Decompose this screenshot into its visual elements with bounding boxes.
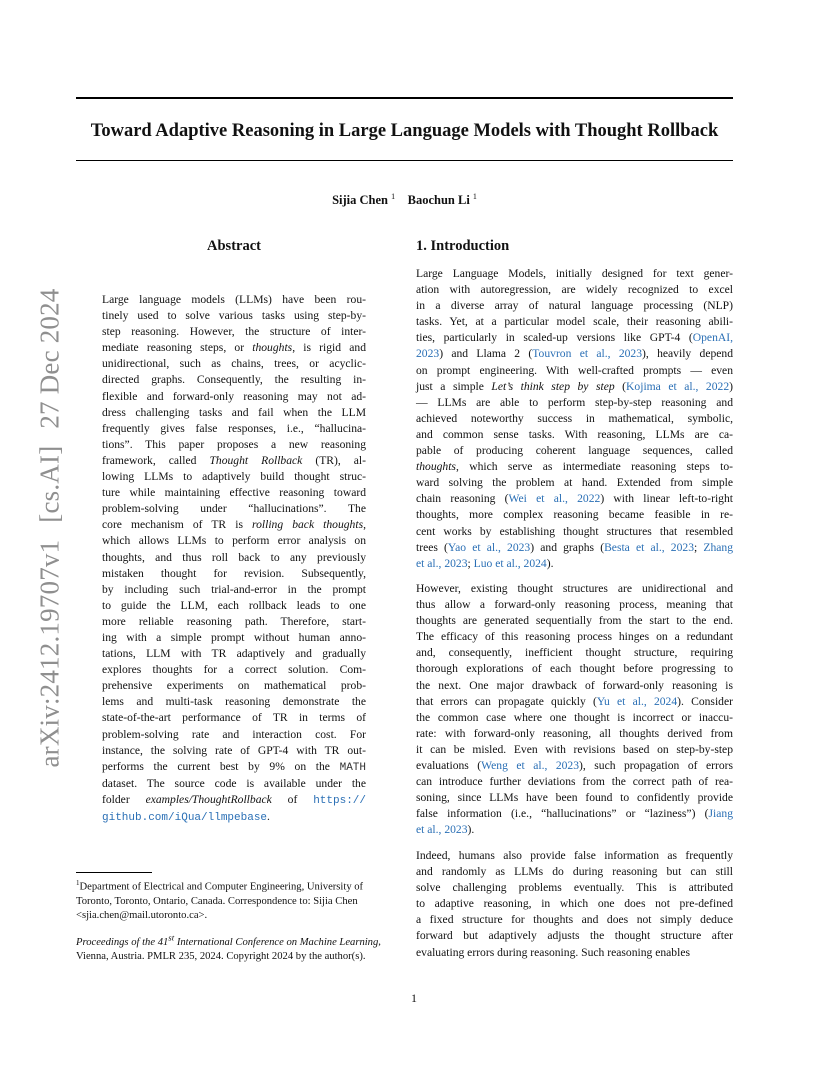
text-line: the next. One major drawback of forward-only reasoning is (416, 678, 733, 692)
affiliation-footnote (76, 876, 392, 923)
text-line: thus allow a forward-only reasoning process, meaning that (416, 598, 733, 612)
text-line: core mechanism of TR is rolling back thoughts, (102, 518, 366, 532)
text-line: folder examples/ThoughtRollback of https:// (102, 792, 366, 807)
text-line: by including such trial-and-error in the prompt (102, 582, 366, 596)
text-line: tasks. Yet, at a particular model scale, their reasoning abili- (416, 315, 733, 329)
text-line: 2023) and Llama 2 (Touvron et al., 2023), heavily depend (416, 347, 734, 361)
text-line: ward solving the problem at hand. Extended from simple (416, 476, 733, 490)
text-line: prehensive experiments on mathematical prob- (102, 679, 366, 693)
text-line: which allows LLMs to perform error analysis on (102, 534, 366, 548)
text-line: to adaptive reasoning, in which one does not pre-defined (416, 897, 733, 911)
text-line: just a simple Let’s think step by step (Kojima et al., 2022) (416, 379, 733, 393)
text-line: framework, called Thought Rollback (TR), al- (102, 453, 367, 467)
proceedings-number: 41 (157, 936, 169, 948)
text-line: explores thoughts for a correct solution. Com- (102, 663, 366, 677)
text-line: directed graphs. Consequently, the resulting in- (102, 373, 366, 387)
text-line: it can be misled. Even with revisions based on step-by-step (416, 742, 733, 756)
text-line: dress challenging tasks and fail when the LLM (102, 405, 366, 419)
text-line: pable of producing coherent language sequences, called (416, 444, 733, 458)
footnote-rule (76, 872, 152, 873)
text-line: dataset. The source code is available under the (102, 776, 366, 790)
text-line: ation with autoregression, are widely recognized to excel (416, 283, 733, 297)
text-line: et al., 2023; Luo et al., 2024). (416, 556, 554, 570)
text-line: evaluations (Weng et al., 2023), such propagation of errors (416, 759, 733, 773)
proceedings-note (76, 930, 392, 964)
text-line: thoughts, and thus roll back to any previously (102, 550, 366, 564)
text-line: state-of-the-art performance of TR in terms of (102, 711, 366, 725)
proceedings-prefix: Proceedings of the (76, 936, 158, 948)
text-line: The efficacy of this reasoning process hinges on a redundant (416, 630, 733, 644)
text-line: achieved noteworthy success in mathematical, symbolic, (416, 411, 733, 425)
abstract-heading: Abstract (207, 238, 261, 254)
text-line: that errors can propagate quickly (Yu et al., 2024). Consider (416, 694, 733, 708)
text-line: tations, LLM with TR adaptively and gradually (102, 647, 366, 661)
paper-title: Toward Adaptive Reasoning in Large Language Models with Thought Rollback (90, 121, 719, 141)
text-line: frequently gives false responses, i.e., “hallucina- (102, 421, 366, 435)
text-line: lems and multi-task reasoning demonstrate the (102, 695, 366, 709)
text-line: a fixed structure for thoughts and does not simply deduce (416, 913, 733, 927)
text-line: cent works by establishing thought structures that resembled (416, 524, 733, 538)
text-line: ture while maintaining effective reasoning toward (102, 486, 366, 500)
text-line: Large Language Models, initially designed for text gener- (416, 267, 733, 280)
text-line: forward but adaptively adjusts the thought structure after (416, 929, 733, 943)
page-number: 1 (411, 991, 417, 1005)
text-line: thorough explorations of each thought before progressing to (416, 662, 733, 676)
text-line: soning, since LLMs have been found to confidently provide (416, 791, 733, 805)
arxiv-date: 27 Dec 2024 (34, 288, 65, 429)
text-line: chain reasoning (Wei et al., 2022) with linear left-to-right (416, 492, 733, 506)
text-line: problem-solving rate and interaction cost. For (102, 727, 366, 741)
introduction-paragraph-2 (416, 581, 733, 839)
text-line: can introduce further deviations from the correct path of rea- (416, 775, 733, 789)
text-line: instance, the solving rate of GPT-4 with TR out- (102, 743, 366, 757)
text-line: and, consequently, inefficient thought structure, requiring (416, 646, 733, 660)
introduction-paragraph-1 (416, 266, 733, 572)
text-line: in a diverse array of natural language processing (NLP) (416, 299, 733, 313)
text-line: tinely used to solve various tasks using step-by- (102, 309, 366, 323)
text-line: evaluating errors during reasoning. Such reasoning enables (416, 945, 690, 959)
proceedings-venue: International Conference on Machine Learning (174, 936, 379, 948)
footnote-text: Department of Electrical and Computer Engineering, University of Toronto, Toronto, Ontario, Canada. Correspondence to: Sijia Chen <sjia.chen@mail.utoronto.ca>. (76, 881, 364, 921)
arxiv-id: arXiv:2412.19707v1 (34, 539, 65, 768)
text-line: flexible and forward-only reasoning may not ad- (102, 389, 366, 403)
text-line: — LLMs are able to perform step-by-step reasoning and (416, 395, 733, 409)
text-line: Indeed, humans also provide false information as frequently (416, 849, 733, 862)
author-affiliation-mark: 1 (391, 192, 396, 201)
author-list (76, 192, 733, 208)
proceedings-rest: , Vienna, Austria. PMLR 235, 2024. Copyright 2024 by the author(s). (76, 936, 381, 962)
text-line: lowing LLMs to adaptively build thought struc- (102, 470, 366, 484)
arxiv-sidebar-stamp (35, 283, 66, 772)
title-bottom-rule (76, 160, 733, 161)
text-line: ties, particularly in scaled-up versions like GPT-4 (OpenAI, (416, 331, 733, 345)
text-line: the common case where one thought is incorrect or inaccu- (416, 710, 733, 724)
text-line: problem-solving under “hallucinations”. The (102, 502, 366, 516)
footnote-mark: 1 (76, 879, 80, 887)
text-line: Large language models (LLMs) have been rou- (102, 293, 366, 306)
text-line: thoughts, more complex reasoning became feasible in re- (416, 508, 733, 522)
text-line: on prompt engineering. With well-crafted prompts — even (416, 363, 733, 377)
author-affiliation-mark: 1 (472, 192, 477, 201)
text-line: and randomly as LLMs do during reasoning but can still (416, 865, 733, 879)
text-line: tions”. This paper proposes a new reasoning (102, 437, 366, 451)
text-line: false information (i.e., “hallucinations” or “laziness”) (Jiang (416, 807, 733, 821)
text-line: However, existing thought structures are unidirectional and (416, 582, 733, 595)
text-line: mediate reasoning steps, or thoughts, is rigid and (102, 341, 366, 355)
author-name: Baochun Li (407, 193, 470, 208)
arxiv-category: [cs.AI] (34, 445, 65, 523)
text-line: github.com/iQua/llmpebase. (102, 810, 270, 824)
proceedings-ordinal: st (168, 932, 175, 942)
text-line: et al., 2023). (416, 823, 475, 837)
text-line: more reliable reasoning path. Therefore, start- (102, 614, 366, 628)
text-line: ing with a simple prompt without human anno- (102, 630, 366, 644)
text-line: step reasoning. However, the structure of inter- (102, 325, 366, 339)
text-line: unidirectional, such as chains, trees, or acyclic- (102, 357, 366, 371)
text-line: trees (Yao et al., 2023) and graphs (Besta et al., 2023; Zhang (416, 540, 733, 554)
text-line: to guide the LLM, each rollback leads to one (102, 598, 366, 612)
text-line: thoughts are generated sequentially from the start to the end. (416, 614, 733, 628)
abstract-body (102, 292, 366, 826)
author-name: Sijia Chen (332, 193, 388, 208)
text-line: and common sense tasks. With reasoning, LLMs are ca- (416, 427, 733, 441)
introduction-paragraph-3 (416, 848, 733, 961)
text-line: mistaken thought for revision. Subsequently, (102, 566, 366, 580)
text-line: thoughts, which serve as intermediate reasoning steps to- (416, 460, 733, 474)
text-line: solve challenging problems eventually. This is attributed (416, 881, 733, 895)
top-rule (76, 97, 733, 99)
text-line: rate: with forward-only reasoning, all thoughts derived from (416, 726, 733, 740)
introduction-heading: 1. Introduction (416, 238, 510, 254)
text-line: performs the current best by 9% on the MATH (102, 759, 366, 774)
